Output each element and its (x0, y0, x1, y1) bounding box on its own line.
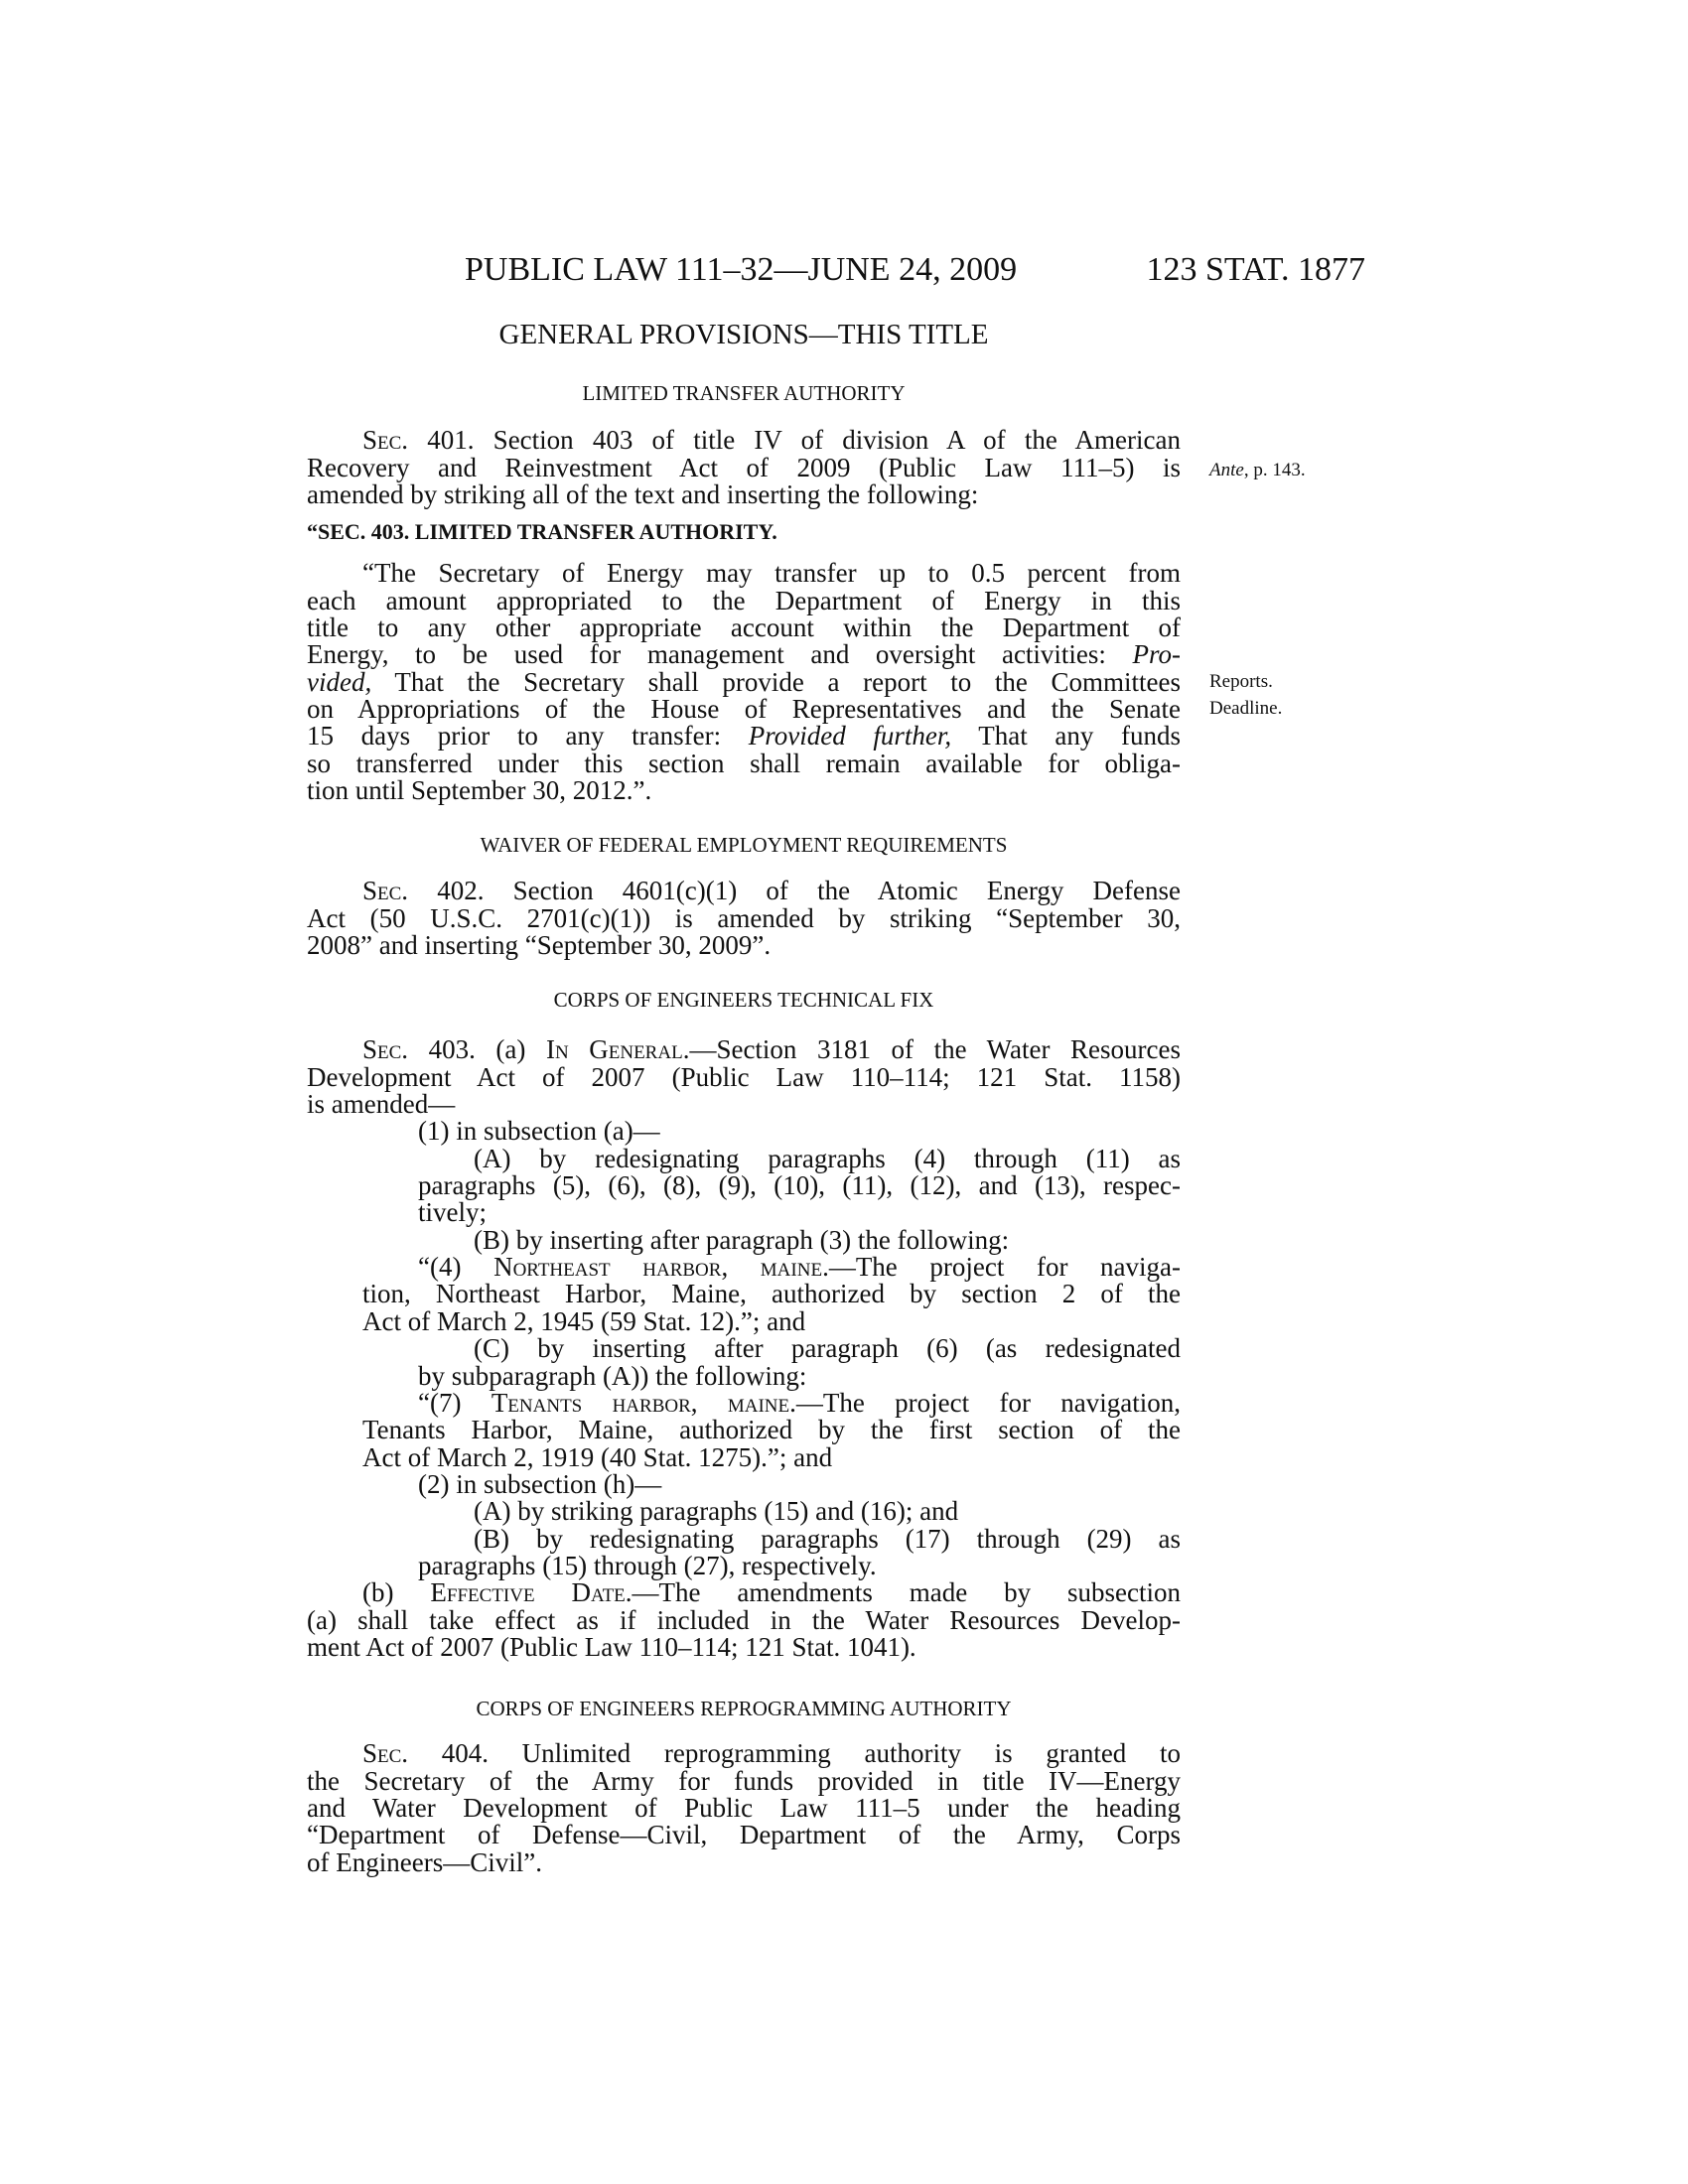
text-line (418, 1199, 1181, 1226)
text-line (307, 641, 1181, 668)
text-line (362, 1281, 1181, 1307)
text-line (418, 1468, 1181, 1499)
text-segment: paragraphs (5), (6), (8), (9), (10), (11), (12), and (13), respec- (418, 1170, 1181, 1201)
section-heading-401: LIMITED TRANSFER AUTHORITY (582, 381, 906, 405)
running-header-page: 123 STAT. 1877 (1146, 251, 1365, 288)
text-segment: vided, (307, 666, 372, 697)
text-segment: “The Secretary of Energy may transfer up to 0.5 percent from (362, 558, 1181, 589)
text-line (418, 1360, 1181, 1391)
text-line (307, 1091, 1181, 1118)
text-line (418, 1118, 1181, 1145)
text-line (307, 1846, 1181, 1877)
text-segment: each amount appropriated to the Department of Energy in this (307, 585, 1181, 615)
text-segment: (B) by redesignating paragraphs (17) through (29) as (474, 1523, 1181, 1554)
text-segment: title to any other appropriate account within the Department of (307, 613, 1181, 643)
text-segment: Sec. (362, 1034, 409, 1065)
text-segment: and Water Development of Public Law 111–5 under the heading (307, 1793, 1181, 1824)
text-line (474, 1335, 1181, 1362)
text-line (362, 878, 1181, 904)
text-line (307, 696, 1181, 723)
section-heading-404: CORPS OF ENGINEERS REPROGRAMMING AUTHORITY (476, 1697, 1012, 1720)
text-segment: .—Section 3181 of the Water Resources (682, 1034, 1181, 1065)
text-segment: amended by striking all of the text and inserting the following: (307, 479, 979, 510)
margin-note-ante (1209, 461, 1306, 479)
text-segment: of Engineers—Civil”. (307, 1846, 542, 1877)
text-segment: on Appropriations of the House of Representatives and the Senate (307, 694, 1181, 725)
text-segment: tion until September 30, 2012.”. (307, 775, 652, 806)
margin-note-deadline: Deadline. (1209, 698, 1283, 719)
text-line (362, 1740, 1181, 1767)
text-segment: 401. Section 403 of title IV of division A of the American (408, 425, 1181, 456)
text-segment: the Secretary of the Army for funds provided in title IV—Energy (307, 1765, 1181, 1796)
margin-note-ante-italic: Ante (1209, 460, 1244, 480)
text-segment: Sec. (362, 425, 409, 456)
text-line (474, 1498, 1181, 1525)
text-segment: 15 days prior to any transfer: (307, 721, 749, 751)
text-segment: (B) by inserting after paragraph (3) the following: (474, 1224, 1010, 1255)
text-line (418, 1387, 1182, 1418)
text-line (307, 1822, 1181, 1848)
text-segment: Sec. (362, 876, 409, 906)
text-line (307, 902, 1181, 933)
text-line (307, 1634, 1181, 1661)
text-segment: “Department of Defense—Civil, Department of the Army, Corps (307, 1820, 1181, 1850)
title-heading: GENERAL PROVISIONS—THIS TITLE (498, 319, 989, 350)
text-segment: Sec. (362, 1738, 409, 1769)
text-line (307, 614, 1181, 641)
text-segment: (2) in subsection (h)— (418, 1468, 662, 1499)
text-segment: Act of March 2, 1919 (40 Stat. 1275).”; and (362, 1441, 833, 1472)
text-line (474, 1224, 1181, 1255)
text-segment: Tenants harbor, maine (491, 1387, 790, 1418)
text-segment: Effective Date (430, 1577, 626, 1608)
text-segment: That the Secretary shall provide a report to the Committees (371, 666, 1181, 697)
text-segment: (b) (362, 1577, 431, 1608)
text-segment: Development Act of 2007 (Public Law 110–114; 121 Stat. 1158) (307, 1061, 1181, 1092)
text-line (307, 585, 1181, 615)
inserted-section-heading: “SEC. 403. LIMITED TRANSFER AUTHORITY. (307, 519, 777, 544)
text-line (362, 1417, 1181, 1443)
text-segment: is amended— (307, 1089, 456, 1120)
text-line (474, 1143, 1181, 1173)
text-segment: (C) by inserting after paragraph (6) (as redesignated (474, 1333, 1181, 1364)
text-line (307, 932, 1181, 959)
text-segment: .—The amendments made by subsection (625, 1577, 1181, 1608)
text-segment: ment Act of 2007 (Public Law 110–114; 121 Stat. 1041). (307, 1632, 916, 1663)
text-segment: Act (50 U.S.C. 2701(c)(1)) is amended by striking “September 30, (307, 902, 1181, 933)
text-line (362, 427, 1181, 454)
text-line (307, 666, 1181, 697)
text-line (362, 560, 1181, 587)
text-line (362, 1305, 1181, 1336)
text-segment: “(7) (418, 1387, 492, 1418)
text-line (307, 481, 1181, 508)
text-segment: (a) shall take effect as if included in the Water Resources Develop- (307, 1604, 1181, 1635)
text-segment: .—The project for navigation, (789, 1387, 1182, 1418)
text-segment: In General (545, 1034, 683, 1065)
text-line (362, 1036, 1181, 1063)
text-line (307, 1795, 1181, 1822)
text-segment: .—The project for naviga- (822, 1252, 1181, 1283)
text-line (307, 748, 1181, 778)
text-segment: 2008” and inserting “September 30, 2009”. (307, 930, 772, 961)
text-line (307, 777, 1181, 804)
text-segment: tion, Northeast Harbor, Maine, authorized by section 2 of the (362, 1279, 1181, 1309)
running-header-left: PUBLIC LAW 111–32—JUNE 24, 2009 (465, 251, 1018, 288)
text-line (418, 1254, 1181, 1281)
text-segment: Northeast harbor, maine (493, 1252, 823, 1283)
margin-note-reports: Reports. (1209, 671, 1273, 692)
text-line (307, 723, 1181, 750)
text-segment: Pro- (1132, 639, 1181, 670)
text-segment: paragraphs (15) through (27), respectively. (418, 1550, 877, 1580)
text-line (362, 1441, 1181, 1472)
text-segment: tively; (418, 1197, 487, 1228)
margin-note-ante-page: , p. 143. (1243, 460, 1306, 480)
text-segment: (A) by redesignating paragraphs (4) through (11) as (474, 1143, 1181, 1173)
text-segment: Energy, to be used for management and oversight activities: (307, 639, 1133, 670)
text-line (418, 1172, 1181, 1199)
text-segment: That any funds (951, 721, 1181, 751)
text-line (362, 1579, 1181, 1606)
text-line (418, 1550, 1181, 1580)
text-segment: (A) by striking paragraphs (15) and (16); and (474, 1496, 959, 1527)
text-segment: Tenants Harbor, Maine, authorized by the first section of the (362, 1415, 1181, 1445)
text-segment: Recovery and Reinvestment Act of 2009 (Public Law 111–5) is (307, 452, 1181, 482)
text-segment: by subparagraph (A)) the following: (418, 1360, 807, 1391)
text-line (307, 1061, 1181, 1092)
text-line (307, 1604, 1181, 1635)
text-segment: (1) in subsection (a)— (418, 1116, 660, 1147)
text-segment: 402. Section 4601(c)(1) of the Atomic Energy Defense (408, 876, 1181, 906)
text-segment: so transferred under this section shall remain available for obliga- (307, 748, 1181, 778)
text-line (474, 1523, 1181, 1554)
text-line (307, 452, 1181, 482)
text-segment: 404. Unlimited reprogramming authority is granted to (408, 1738, 1181, 1769)
section-heading-403: CORPS OF ENGINEERS TECHNICAL FIX (553, 988, 934, 1012)
section-heading-402: WAIVER OF FEDERAL EMPLOYMENT REQUIREMENTS (480, 833, 1008, 857)
text-segment: Act of March 2, 1945 (59 Stat. 12).”; and (362, 1305, 806, 1336)
text-segment: 403. (a) (408, 1034, 546, 1065)
text-segment: Provided further, (748, 721, 952, 751)
text-segment: “(4) (418, 1252, 494, 1283)
text-line (307, 1765, 1181, 1796)
